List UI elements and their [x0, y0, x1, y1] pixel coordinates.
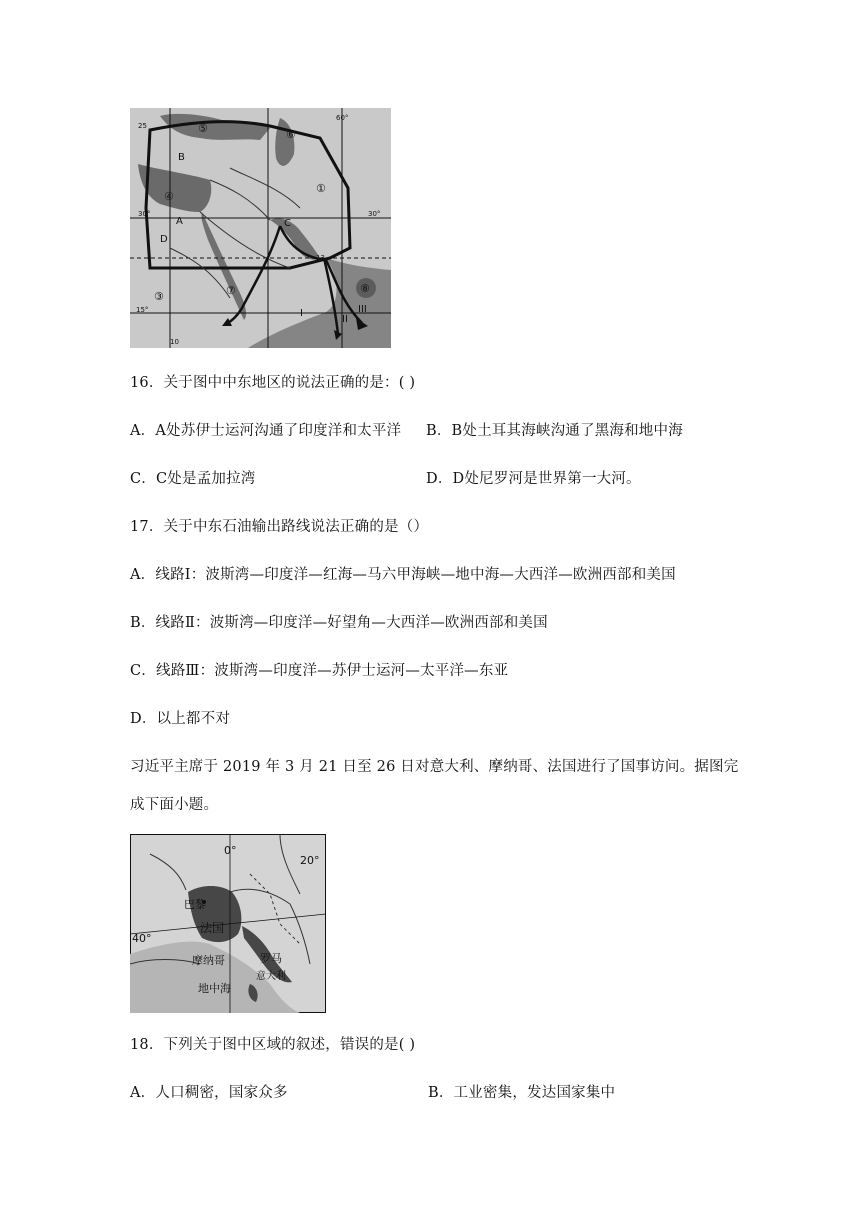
map1-lat-15: 15°	[136, 306, 149, 314]
q17-option-a: A．线路Ⅰ：波斯湾—印度洋—红海—马六甲海峡—地中海—大西洋—欧洲西部和美国	[130, 567, 676, 583]
q17-stem: 17．关于中东石油输出路线说法正确的是（）	[130, 519, 429, 535]
map2-lon-0: 0°	[224, 844, 237, 857]
map1-label-route-2: II	[342, 314, 348, 325]
map1-label-route-3: III	[358, 304, 367, 315]
intro-line-2: 成下面小题。	[130, 797, 219, 813]
map1-lon-10: 10	[170, 338, 179, 346]
q18-option-b: B．工业密集，发达国家集中	[428, 1085, 616, 1101]
map1-label-7: ⑦	[226, 284, 236, 297]
map1-label-c: C	[284, 218, 291, 229]
map2-label-mediterranean: 地中海	[198, 982, 231, 995]
map2-label-france: 法国	[200, 921, 225, 935]
q17-option-d: D．以上都不对	[130, 711, 231, 727]
q16-option-b: B．B处土耳其海峡沟通了黑海和地中海	[426, 423, 683, 439]
map1-label-a: A	[176, 216, 183, 227]
map1-label-3: ③	[154, 290, 164, 303]
europe-map	[130, 834, 326, 1013]
map1-lat-30: 30°	[138, 210, 151, 218]
map2-lat-40: 40°	[132, 932, 152, 945]
map2-lon-20: 20°	[300, 854, 320, 867]
q18-stem: 18．下列关于图中区域的叙述，错误的是( )	[130, 1037, 416, 1053]
map1-label-1: ①	[316, 182, 326, 195]
map1-lon-60: 60°	[336, 114, 349, 122]
map1-label-d: D	[160, 234, 168, 245]
map2-label-rome: 罗马	[260, 952, 282, 965]
intro-line-1: 习近平主席于 2019 年 3 月 21 日至 26 日对意大利、摩纳哥、法国进行了国事访问。据图完	[130, 759, 739, 775]
q16-option-a: A．A处苏伊士运河沟通了印度洋和太平洋	[130, 423, 402, 439]
map1-label-b: B	[178, 152, 185, 163]
middle-east-map	[130, 108, 391, 348]
map1-lat-30-right: 30°	[368, 210, 381, 218]
q16-option-d: D．D处尼罗河是世界第一大河。	[426, 471, 641, 487]
map1-label-4: ④	[164, 190, 174, 203]
map2-label-monaco: 摩纳哥	[192, 954, 225, 967]
map1-label-6: ⑥	[286, 128, 296, 141]
map1-label-13: 13	[316, 254, 325, 262]
map2-label-paris: 巴黎	[184, 898, 206, 911]
map1-label-route-1: I	[300, 308, 303, 319]
q18-option-a: A．人口稠密，国家众多	[130, 1085, 288, 1101]
q17-option-c: C．线路Ⅲ：波斯湾—印度洋—苏伊士运河—太平洋—东亚	[130, 663, 509, 679]
map2-label-italy: 意大利	[256, 971, 286, 982]
q16-stem: 16．关于图中中东地区的说法正确的是：( )	[130, 375, 416, 391]
map1-label-5: ⑤	[198, 122, 208, 135]
q16-option-c: C．C处是孟加拉湾	[130, 471, 256, 487]
q17-option-b: B．线路Ⅱ：波斯湾—印度洋—好望角—大西洋—欧洲西部和美国	[130, 615, 548, 631]
map1-lat-25: 25	[138, 122, 147, 130]
map1-label-8: ⑧	[360, 282, 370, 295]
